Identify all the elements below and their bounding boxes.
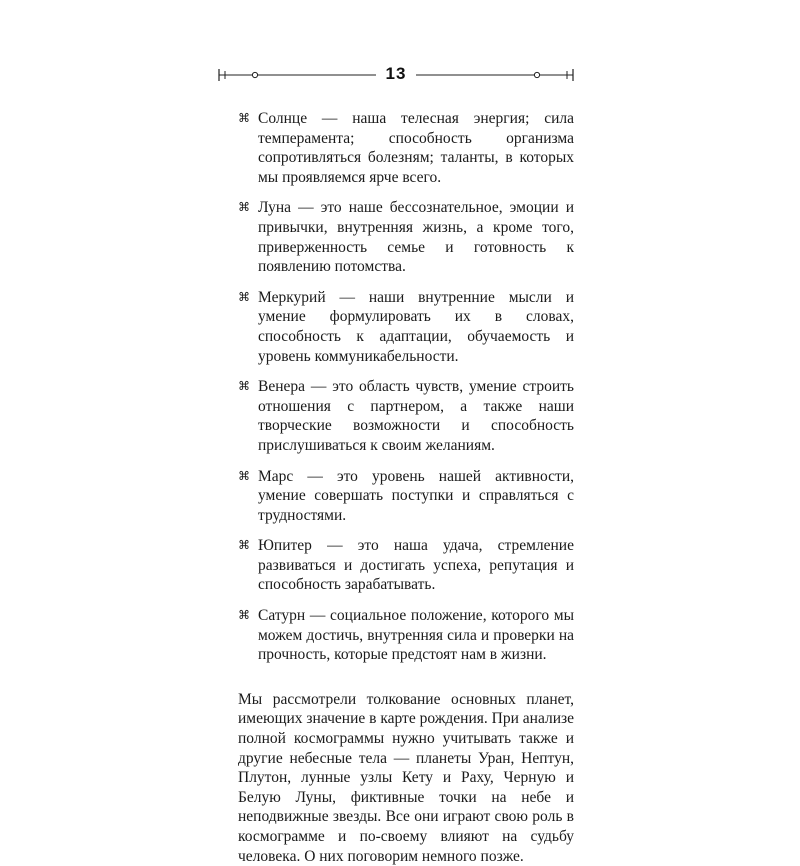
list-item-text: Луна — это наше бессознательное, эмоции и привычки, внутренняя жизнь, а кроме того, приверженность семье и готовность к появлению потомства. <box>258 199 574 276</box>
bullet-icon: ⌘ <box>238 379 250 394</box>
bullet-icon: ⌘ <box>238 111 250 125</box>
list-item-venus <box>238 377 574 455</box>
page-content <box>238 109 574 866</box>
list-item-jupiter <box>238 536 574 595</box>
list-item-sun <box>238 109 574 187</box>
list-item-text: Меркурий — наши внутренние мысли и умение формулировать их в словах, способность к адаптации, обучаемость и уровень коммуникабельности. <box>258 288 574 365</box>
list-item-text: Марс — это уровень нашей активности, умение совершать поступки и справляться с трудностями. <box>258 467 574 524</box>
list-item-saturn <box>238 606 574 665</box>
bullet-icon: ⌘ <box>238 200 250 215</box>
bullet-icon: ⌘ <box>238 608 250 623</box>
list-item-text: Солнце — наша телесная энергия; сила темперамента; способность организма сопротивляться болезням; таланты, в которых мы проявляемся ярче всего. <box>258 110 574 186</box>
page-header <box>218 62 574 88</box>
list-item-mercury <box>238 288 574 366</box>
list-item-text: Сатурн — социальное положение, которого мы можем достичь, внутренняя сила и проверки на прочность, которые предстоят нам в жизни. <box>258 607 574 664</box>
body-paragraph: Мы рассмотрели толкование основных планет, имеющих значение в карте рождения. При анализе полной космограммы нужно учитывать также и другие небесные тела — планеты Уран, Нептун, Плутон, лунные узлы Кету и Раху, Черную и Белую Луны, фиктивные точки на небе и неподвижные звезды. Все они играют свою роль в космограмме и по-своему влияют на судьбу человека. О них поговорим немного позже. <box>238 690 574 865</box>
planet-list <box>238 109 574 665</box>
list-item-text: Венера — это область чувств, умение строить отношения с партнером, а также наши творческие возможности и способность прислушиваться к своим желаниям. <box>258 378 574 454</box>
bullet-icon: ⌘ <box>238 468 250 483</box>
bullet-icon: ⌘ <box>238 538 250 553</box>
bullet-icon: ⌘ <box>238 289 250 304</box>
list-item-text: Юпитер — это наша удача, стремление развиваться и достигать успеха, репутация и способность зарабатывать. <box>258 537 574 594</box>
list-item-mars <box>238 467 574 526</box>
list-item-moon <box>238 198 574 276</box>
page-number: 13 <box>385 64 407 83</box>
